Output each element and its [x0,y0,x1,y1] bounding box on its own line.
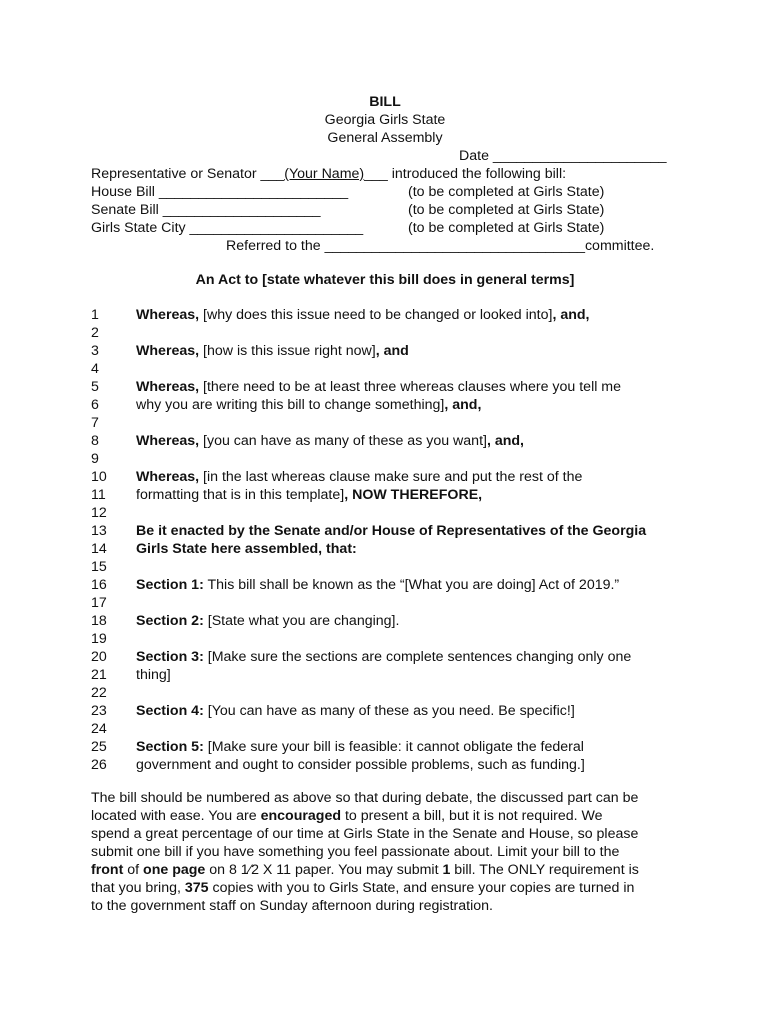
line-number: 22 [91,685,107,701]
line-number: 4 [91,361,99,377]
line-number: 10 [91,469,107,485]
line-number: 5 [91,379,99,395]
instructions-line: located with ease. You are encouraged to present a bill, but it is not required. We [91,808,603,824]
section-3: Section 3: [Make sure the sections are complete sentences changing only one [136,649,632,665]
sponsor-prefix: Representative or Senator ___ [91,166,285,182]
line-number: 25 [91,739,107,755]
enacting-clause-cont: Girls State here assembled, that: [136,541,357,557]
section-2: Section 2: [State what you are changing]. [136,613,400,629]
complete-note-1: (to be completed at Girls State) [408,184,605,200]
section-3-cont: thing] [136,667,171,683]
line-number: 17 [91,595,107,611]
line-number: 21 [91,667,107,683]
bill-title: BILL [369,94,401,110]
referred-field: Referred to the _________________________________committee. [226,238,655,254]
line-number: 13 [91,523,107,539]
line-number: 11 [91,487,106,503]
line-number: 18 [91,613,107,629]
line-number: 9 [91,451,99,467]
complete-note-2: (to be completed at Girls State) [408,202,605,218]
line-number: 23 [91,703,107,719]
whereas-clause-5: Whereas, [in the last whereas clause make sure and put the rest of the [136,469,583,485]
complete-note-3: (to be completed at Girls State) [408,220,605,236]
assembly-name: General Assembly [327,130,443,146]
line-number: 19 [91,631,107,647]
org-name: Georgia Girls State [324,112,446,128]
line-number: 7 [91,415,99,431]
instructions-line: The bill should be numbered as above so that during debate, the discussed part can be [91,790,639,806]
line-number: 6 [91,397,99,413]
line-number: 2 [91,325,99,341]
house-bill-field: House Bill ________________________ [91,184,349,200]
sponsor-name: (Your Name) [284,166,365,182]
senate-bill-field: Senate Bill ____________________ [91,202,321,218]
line-number: 12 [91,505,107,521]
sponsor-suffix: ___ introduced the following bill: [364,166,567,182]
line-number: 15 [91,559,107,575]
section-1: Section 1: This bill shall be known as the “[What you are doing] Act of 2019.” [136,577,620,593]
instructions-line: submit one bill if you have something you feel passionate about. Limit your bill to the [91,844,620,860]
line-number: 26 [91,757,107,773]
whereas-clause-4: Whereas, [you can have as many of these as you want], and, [136,433,525,449]
line-number: 3 [91,343,99,359]
section-5-cont: government and ought to consider possible problems, such as funding.] [136,757,585,773]
enacting-clause: Be it enacted by the Senate and/or House of Representatives of the Georgia [136,523,647,539]
act-title: An Act to [state whatever this bill does in general terms] [195,272,575,288]
whereas-clause-1: Whereas, [why does this issue need to be changed or looked into], and, [136,307,590,323]
instructions-line: that you bring, 375 copies with you to Girls State, and ensure your copies are turned in [91,880,635,896]
line-number: 16 [91,577,107,593]
line-number: 20 [91,649,107,665]
sponsor-line [91,165,566,183]
instructions-line: to the government staff on Sunday afternoon during registration. [91,898,493,914]
line-number: 24 [91,721,107,737]
whereas-clause-3-cont: why you are writing this bill to change something], and, [136,397,482,413]
instructions-line: front of one page on 8 1⁄2 X 11 paper. You may submit 1 bill. The ONLY requirement is [91,862,639,878]
whereas-clause-2: Whereas, [how is this issue right now], and [136,343,409,359]
instructions-paragraph [91,789,691,915]
instructions-line: spend a great percentage of our time at Girls State in the Senate and House, so please [91,826,639,842]
date-field: Date ______________________ [459,148,667,164]
whereas-clause-5-cont: formatting that is in this template], NOW THEREFORE, [136,487,483,503]
city-field: Girls State City ______________________ [91,220,364,236]
section-5: Section 5: [Make sure your bill is feasible: it cannot obligate the federal [136,739,584,755]
line-number: 1 [91,307,99,323]
section-4: Section 4: [You can have as many of these as you need. Be specific!] [136,703,575,719]
line-number: 14 [91,541,107,557]
whereas-clause-3: Whereas, [there need to be at least three whereas clauses where you tell me [136,379,622,395]
line-number: 8 [91,433,99,449]
